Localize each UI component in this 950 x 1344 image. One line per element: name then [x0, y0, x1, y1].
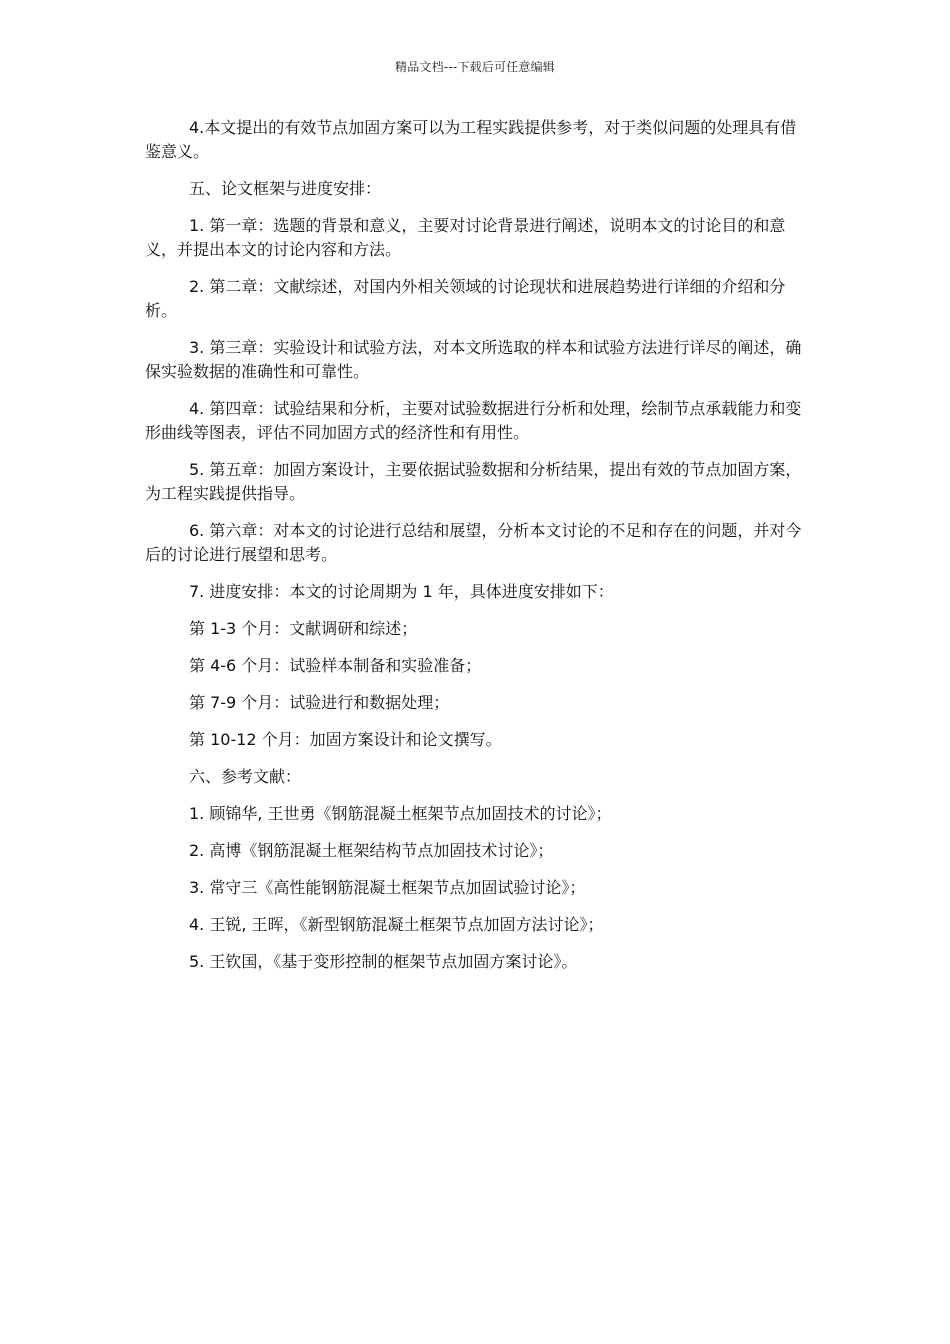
reference-item: 5. 王钦国，《基于变形控制的框架节点加固方案讨论》。 — [189, 952, 578, 971]
page-header: 精品文档---下载后可任意编辑 — [395, 60, 555, 74]
paragraph: 5. 第五章：加固方案设计，主要依据试验数据和分析结果，提出有效的节点加固方案，为工程实践提供指导。 — [145, 460, 802, 503]
paragraph: 7. 进度安排：本文的讨论周期为 1 年，具体进度安排如下： — [189, 582, 614, 601]
schedule-item: 第 1-3 个月：文献调研和综述； — [189, 619, 418, 638]
schedule-item: 第 4-6 个月：试验样本制备和实验准备； — [189, 656, 482, 675]
reference-item: 1. 顾锦华, 王世勇《钢筋混凝土框架节点加固技术的讨论》； — [189, 804, 612, 823]
paragraph: 4.本文提出的有效节点加固方案可以为工程实践提供参考，对于类似问题的处理具有借鉴意义。 — [145, 118, 797, 161]
reference-item: 2. 高博《钢筋混凝土框架结构节点加固技术讨论》； — [189, 841, 554, 860]
paragraph: 3. 第三章：实验设计和试验方法，对本文所选取的样本和试验方法进行详尽的阐述，确保实验数据的准确性和可靠性。 — [145, 338, 802, 381]
paragraph: 2. 第二章：文献综述，对国内外相关领域的讨论现状和进展趋势进行详细的介绍和分析。 — [145, 277, 786, 320]
paragraph: 1. 第一章：选题的背景和意义，主要对讨论背景进行阐述，说明本文的讨论目的和意义，并提出本文的讨论内容和方法。 — [145, 216, 786, 259]
reference-item: 3. 常守三《高性能钢筋混凝土框架节点加固试验讨论》； — [189, 878, 586, 897]
document-body — [145, 116, 805, 987]
reference-item: 4. 王锐, 王晖，《新型钢筋混凝土框架节点加固方法讨论》； — [189, 915, 604, 934]
section-heading: 六、参考文献： — [189, 767, 302, 786]
paragraph: 4. 第四章：试验结果和分析，主要对试验数据进行分析和处理，绘制节点承载能力和变形曲线等图表，评估不同加固方式的经济性和有用性。 — [145, 399, 802, 442]
section-heading: 五、论文框架与进度安排： — [189, 179, 382, 198]
paragraph: 6. 第六章：对本文的讨论进行总结和展望，分析本文讨论的不足和存在的问题，并对今后的讨论进行展望和思考。 — [145, 521, 802, 564]
schedule-item: 第 7-9 个月：试验进行和数据处理； — [189, 693, 450, 712]
schedule-item: 第 10-12 个月：加固方案设计和论文撰写。 — [189, 730, 502, 749]
